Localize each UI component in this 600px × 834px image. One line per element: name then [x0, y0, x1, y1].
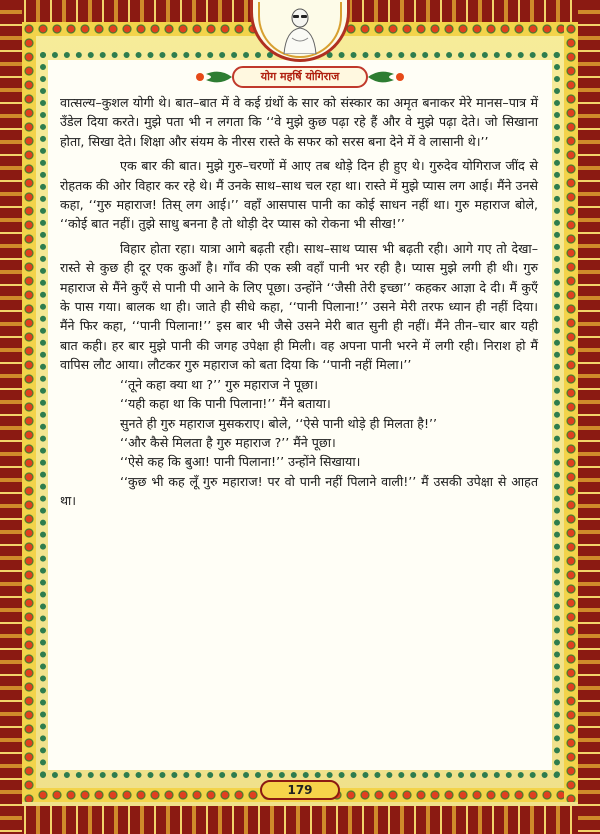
- paragraph: एक बार की बात। मुझे गुरु–चरणों में आए तब थोड़े दिन ही हुए थे। गुरुदेव योगिराज जींद से रोहतक की ओर विहार कर रहे थे। मैं उनके साथ–साथ चल रहा था। रास्ते में मुझे प्यास लग आई। मैंने उनसे कहा, ‘‘गुरु महाराज! तिस् लग आई।’’ वहाँ आसपास पानी का कोई साधन नहीं था। गुरु महाराज बोले, ‘‘कोई बात नहीं। तुझे साधु बनना है तो थोड़ी देर प्यास को रोकना भी सीख!’’: [60, 158, 538, 232]
- leaf-ornament-left-icon: [192, 68, 232, 86]
- left-ornamental-border: [0, 0, 22, 834]
- body-text: [60, 93, 538, 511]
- dialogue-line: ‘‘यही कहा था कि पानी पिलाना!’’ मैंने बताया।: [120, 396, 331, 412]
- page-number: 179: [260, 780, 340, 800]
- bottom-ornamental-border: [0, 806, 600, 834]
- dialogue-line: ‘‘और कैसे मिलता है गुरु महाराज ?’’ मैंने पूछा।: [120, 434, 336, 450]
- flower-border-right: [564, 22, 578, 802]
- dialogue-line: ‘‘कुछ भी कह लूँ गुरु महाराज! पर वो पानी नहीं पिलाने वाली!’’ मैं उसकी उपेक्षा से आहत था।: [60, 473, 538, 509]
- leaf-ornament-right-icon: [368, 68, 408, 86]
- dialogue-line: सुनते ही गुरु महाराज मुसकराए। बोले, ‘‘ऐसे पानी थोड़े ही मिलता है!’’: [120, 415, 438, 431]
- right-ornamental-border: [578, 0, 600, 834]
- paragraph: विहार होता रहा। यात्रा आगे बढ़ती रही। साथ–साथ प्यास भी बढ़ती रही। आगे गए तो देखा– रास्ते से कुछ ही दूर एक कुआँ है। गाँव की एक स्त्री वहाँ पानी भर रही है। प्यास मुझे लगी ही थी। गुरु महाराज से मैंने कुएँ से पानी पी आने के लिए पूछा। उन्होंने ‘‘जैसी तेरी इच्छा’’ कहकर आज्ञा दे दी। मैं कुएँ के पास गया। बालक था ही। जाते ही सीधे कहा, ‘‘पानी पिलाना!’’ उसने मेरी तरफ ध्यान ही नहीं दिया। मैंने फिर कहा, ‘‘पानी पिलाना!’’ इस बार भी जैसे उसने मेरी बात सुनी ही नहीं। मैंने तीन–चार बार यही बात कही। हर बार मुझे पानी की जगह उपेक्षा ही मिली। वह अपना पानी भरने में लगी रही। निराश हो मैं वापिस लौट आया। लौटकर गुरु महाराज को बता दिया कि ‘‘पानी नहीं मिला।’’: [60, 240, 538, 373]
- saint-portrait-icon: [278, 4, 322, 54]
- flower-border-left: [22, 22, 36, 802]
- dialogue-line: ‘‘तूने कहा क्या था ?’’ गुरु महाराज ने पूछा।: [120, 376, 318, 392]
- paragraph: वात्सल्य–कुशल योगी थे। बात–बात में वे कई ग्रंथों के सार को संस्कार का अमृत बनाकर मेरे मानस–पात्र में उँडेल दिया करते। मुझे पता भी न लगता कि ‘‘वे मुझे कुछ पढ़ा रहे हैं और वे मुझे पढ़ा देते। जो सिखाना होता, सिखा देते। शिक्षा और संयम के नीरस रास्ते के सफर को सरस बना देने में वे लासानी थे।’’: [60, 95, 538, 149]
- dialogue-line: ‘‘ऐसे कह कि बुआ! पानी पिलाना!’’ उन्होंने सिखाया।: [120, 454, 361, 470]
- page-title: योग महर्षि योगिराज: [232, 66, 368, 88]
